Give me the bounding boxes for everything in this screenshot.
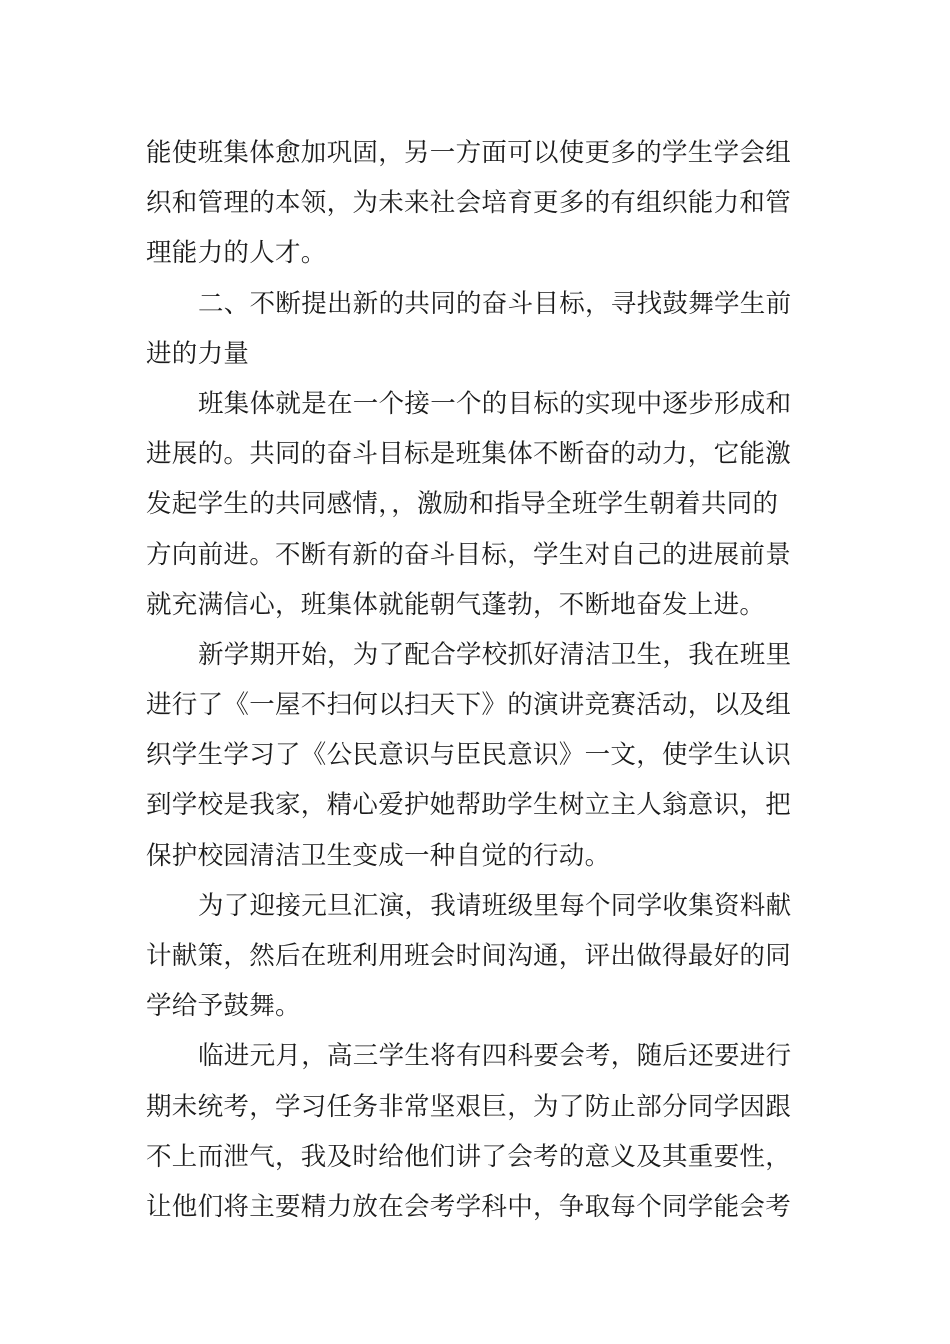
text-line: 计献策，然后在班利用班会时间沟通，评出做得最好的同: [146, 941, 792, 971]
text-line: 发起学生的共同感情，，激励和指导全班学生朝着共同的: [146, 489, 779, 520]
section-heading-line: 进的力量: [146, 338, 250, 369]
text-line: 到学校是我家，精心爱护她帮助学生树立主人翁意识，把: [146, 790, 792, 821]
text-line: 织和管理的本领，为未来社会培育更多的有组织能力和管: [146, 188, 792, 219]
document-body: [146, 128, 810, 1232]
text-line: 方向前进。不断有新的奋斗目标，学生对自己的进展前景: [146, 539, 792, 570]
text-line: 进展的。共同的奋斗目标是班集体不断奋的动力，它能激: [146, 439, 792, 470]
text-line: 理能力的人才。: [146, 238, 327, 269]
text-line: 保护校园清洁卫生变成一种自觉的行动。: [146, 840, 611, 871]
text-line: 就充满信心，班集体就能朝气蓬勃，不断地奋发上进。: [146, 589, 766, 620]
text-line: 临进元月，高三学生将有四科要会考，随后还要进行: [198, 1041, 792, 1072]
text-line: 为了迎接元旦汇演，我请班级里每个同学收集资料献: [198, 890, 792, 921]
text-line: 期未统考，学习任务非常坚艰巨，为了防止部分同学因跟: [146, 1091, 792, 1122]
text-line: 新学期开始，为了配合学校抓好清洁卫生，我在班里: [198, 639, 792, 670]
text-line: 织学生学习了《公民意识与臣民意识》一文，使学生认识: [146, 740, 792, 771]
text-line: 进行了《一屋不扫何以扫天下》的演讲竞赛活动，以及组: [146, 690, 792, 721]
text-line: 能使班集体愈加巩固，另一方面可以使更多的学生学会组: [146, 138, 792, 168]
text-line: 班集体就是在一个接一个的目标的实现中逐步形成和: [198, 388, 792, 419]
text-line: 学给予鼓舞。: [146, 991, 301, 1022]
text-line: 不上而泄气，我及时给他们讲了会考的意义及其重要性，: [146, 1141, 792, 1172]
text-line: 让他们将主要精力放在会考学科中，争取每个同学能会考: [146, 1191, 792, 1222]
section-heading-line: 二、不断提出新的共同的奋斗目标，寻找鼓舞学生前: [198, 288, 792, 319]
